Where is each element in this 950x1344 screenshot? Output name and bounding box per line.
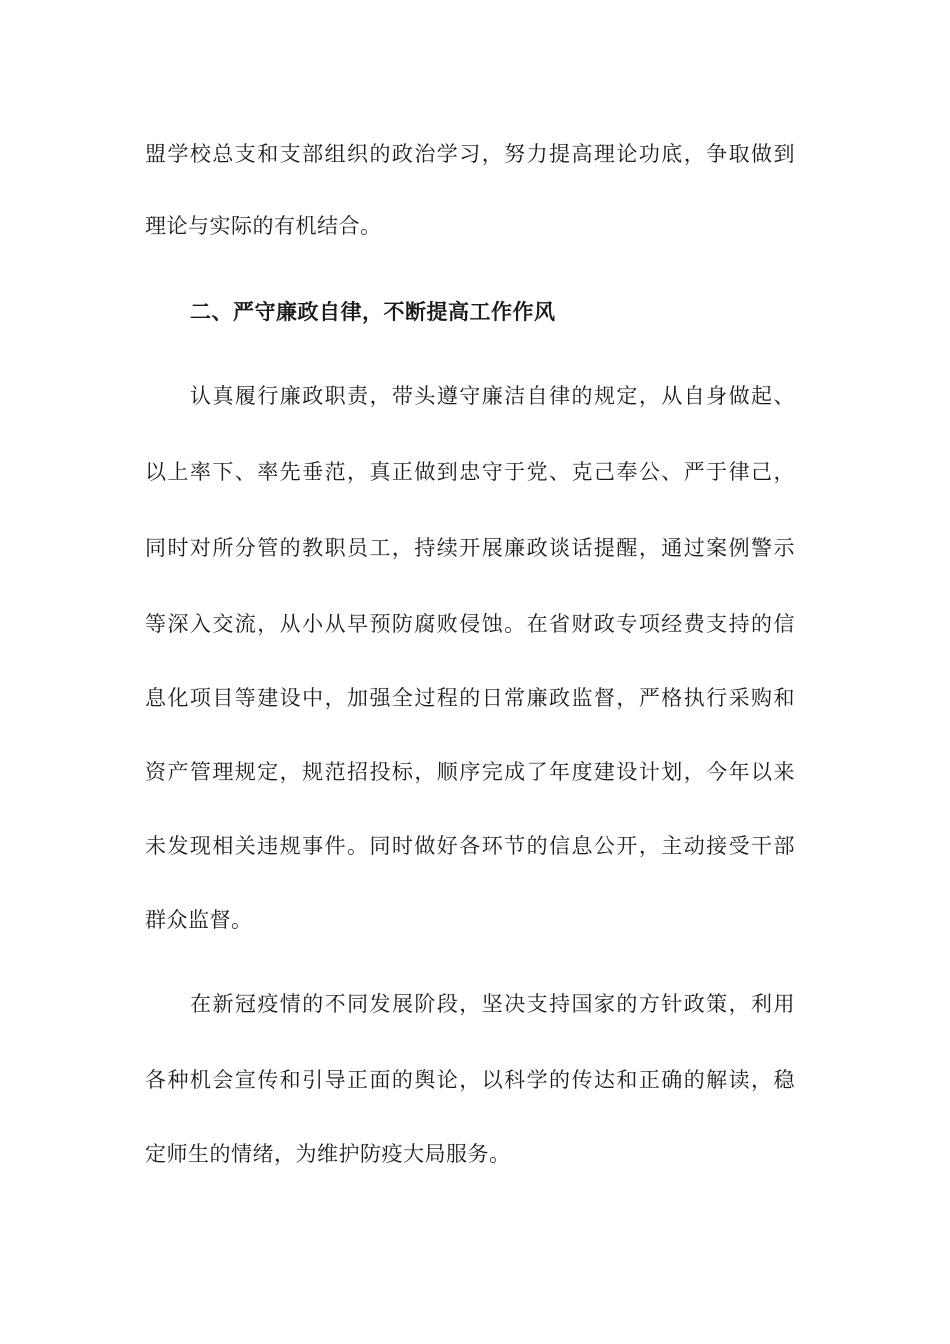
paragraph-line: 盟学校总支和支部组织的政治学习，努力提高理论功底，争取做到 — [145, 142, 795, 166]
paragraph-line: 各种机会宣传和引导正面的舆论，以科学的传达和正确的解读，稳 — [145, 1068, 795, 1092]
paragraph-line: 认真履行廉政职责，带头遵守廉洁自律的规定，从自身做起、 — [190, 384, 795, 408]
paragraph-line: 息化项目等建设中，加强全过程的日常廉政监督，严格执行采购和 — [145, 686, 795, 710]
paragraph-line: 定师生的情绪，为维护防疫大局服务。 — [145, 1142, 511, 1166]
paragraph-line: 理论与实际的有机结合。 — [145, 214, 382, 238]
paragraph-line: 在新冠疫情的不同发展阶段，坚决支持国家的方针政策，利用 — [190, 992, 795, 1016]
paragraph-line: 未发现相关违规事件。同时做好各环节的信息公开，主动接受干部 — [145, 834, 795, 858]
paragraph-line: 资产管理规定，规范招投标，顺序完成了年度建设计划，今年以来 — [145, 760, 795, 784]
section-heading: 二、严守廉政自律，不断提高工作作风 — [190, 300, 556, 324]
paragraph-line: 以上率下、率先垂范，真正做到忠守于党、克己奉公、严于律己， — [145, 460, 795, 484]
paragraph-line: 群众监督。 — [145, 908, 253, 932]
paragraph-line: 等深入交流，从小从早预防腐败侵蚀。在省财政专项经费支持的信 — [145, 612, 795, 636]
paragraph-line: 同时对所分管的教职员工，持续开展廉政谈话提醒，通过案例警示 — [145, 536, 795, 560]
